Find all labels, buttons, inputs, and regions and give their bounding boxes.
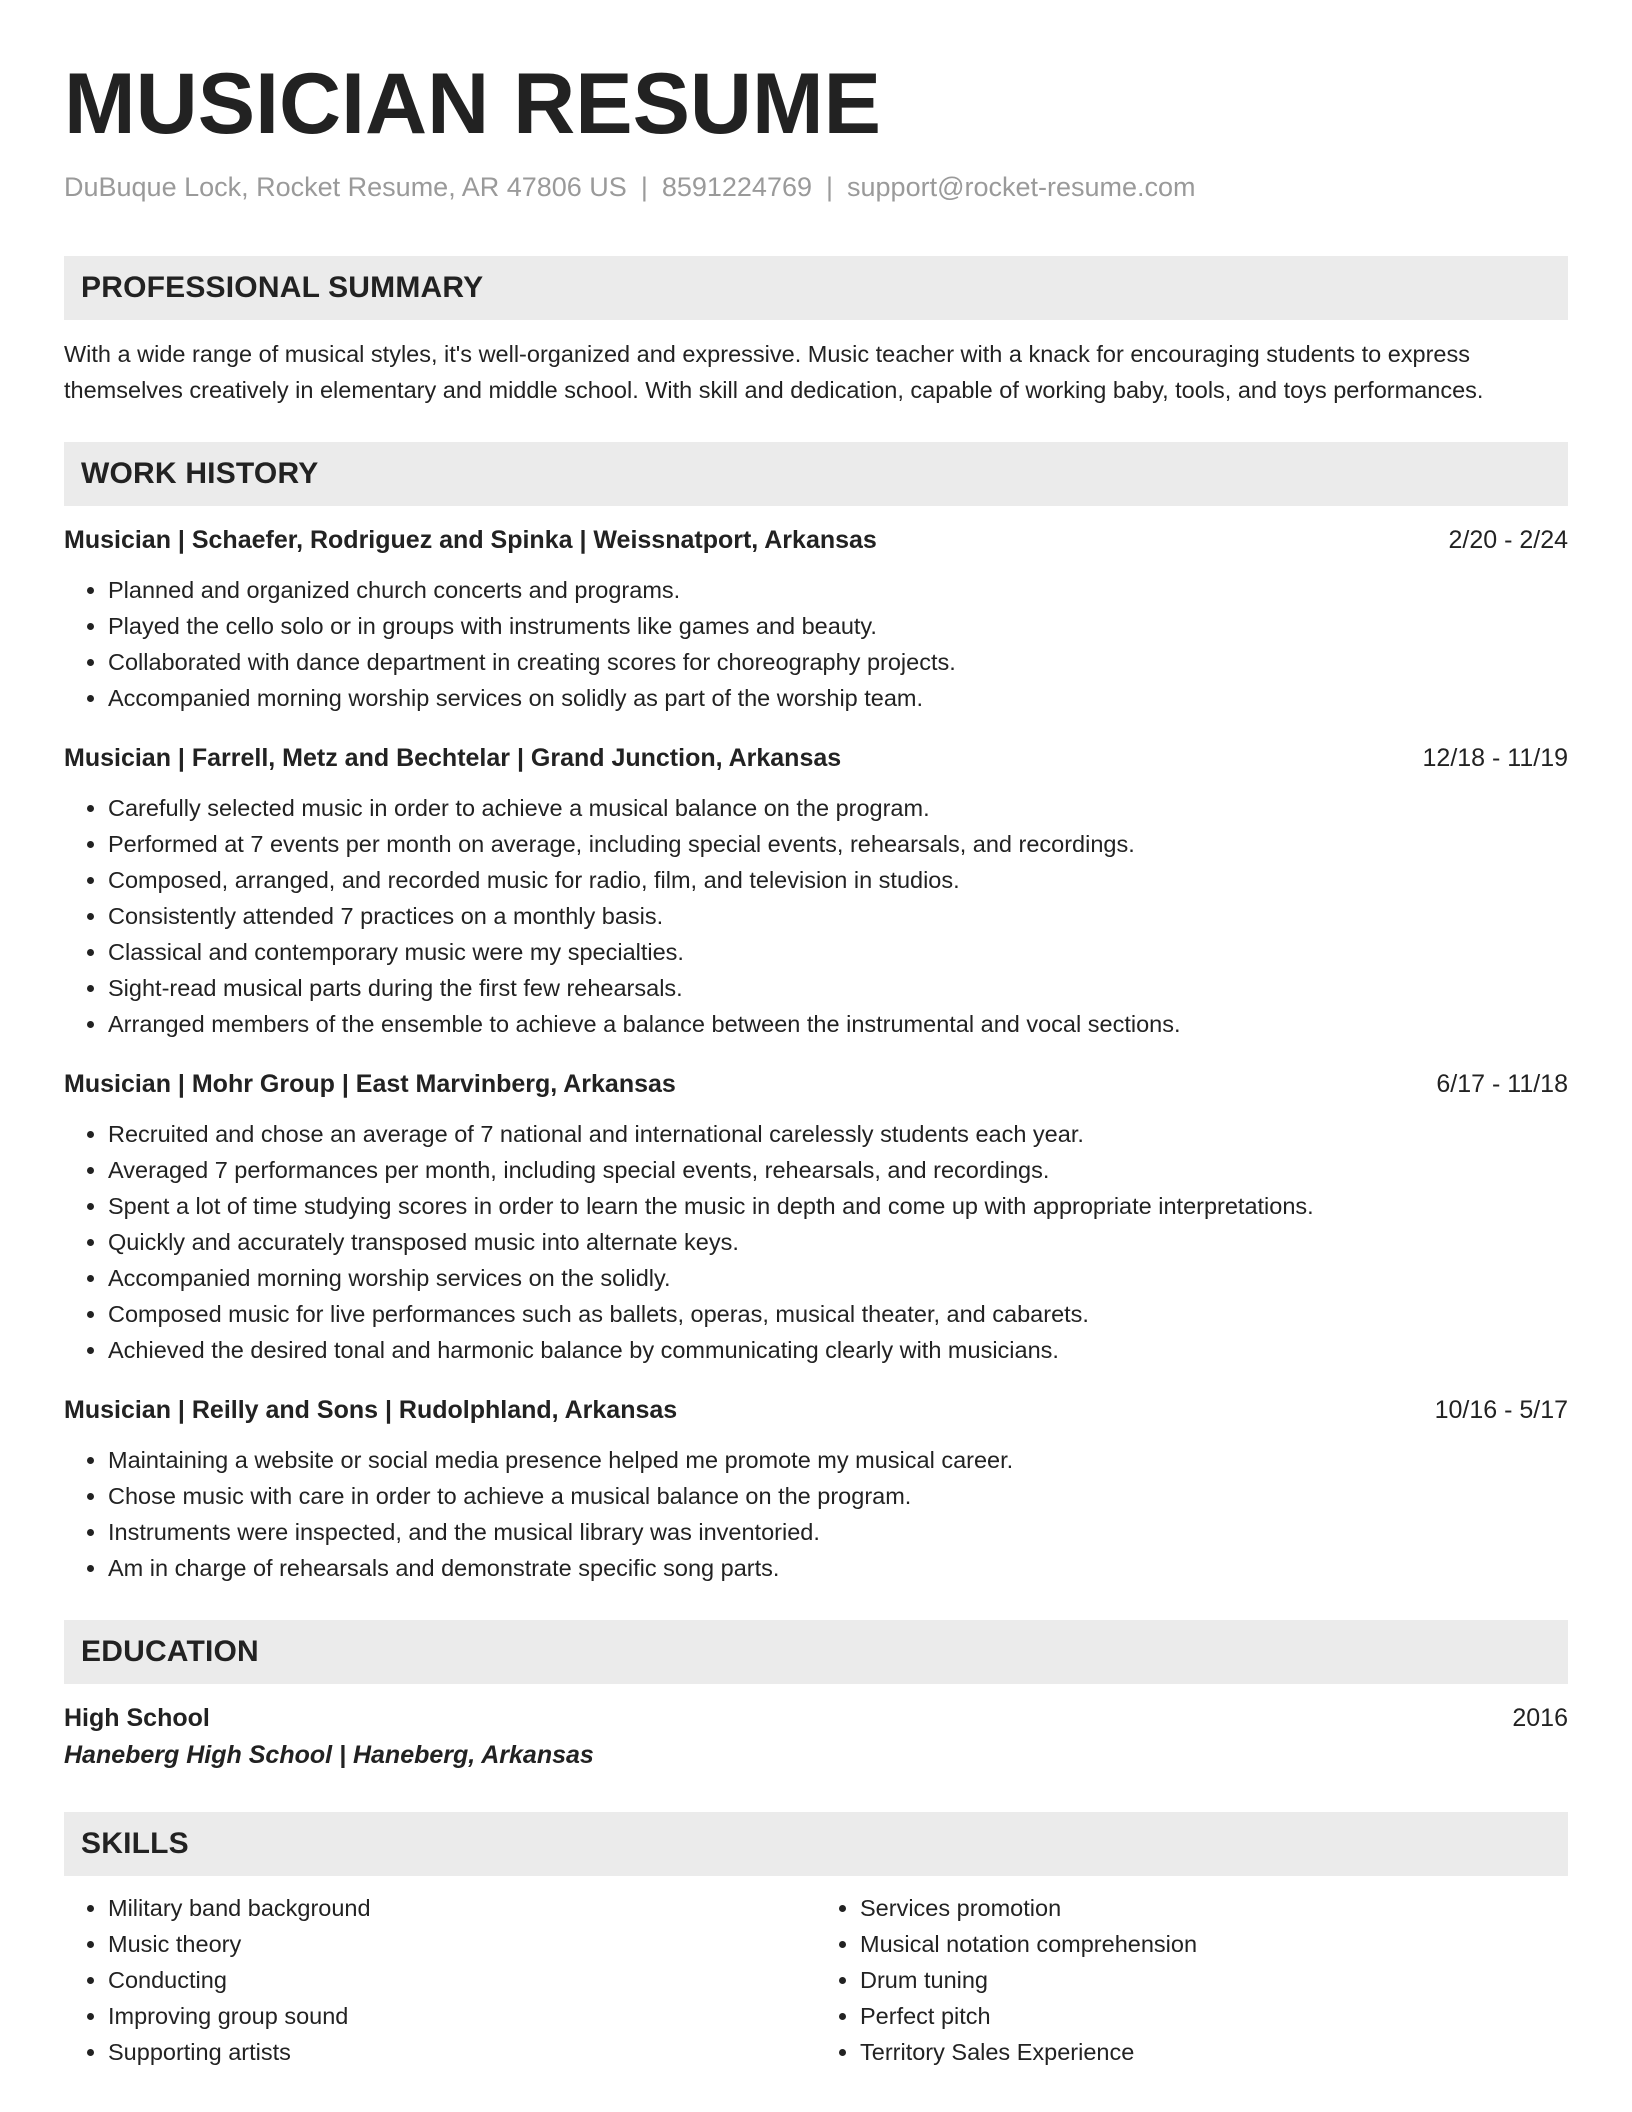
job-bullet: • Averaged 7 performances per month, including special events, rehearsals, and recordings. xyxy=(108,1152,1568,1188)
education-degree: High School xyxy=(64,1704,210,1732)
skill-item: • Supporting artists xyxy=(108,2034,816,2070)
education-entry xyxy=(64,1700,1568,1736)
contact-address: DuBuque Lock, Rocket Resume, AR 47806 US xyxy=(64,172,627,202)
job-bullets xyxy=(64,1116,1568,1368)
contact-line xyxy=(64,170,1568,204)
job-bullets xyxy=(64,572,1568,716)
job-header xyxy=(64,740,1568,776)
job-bullet: • Planned and organized church concerts and programs. xyxy=(108,572,1568,608)
job-title: Musician | Mohr Group | East Marvinberg, Arkansas xyxy=(64,1070,676,1098)
skill-item: • Music theory xyxy=(108,1926,816,1962)
job-dates: 10/16 - 5/17 xyxy=(1434,1396,1568,1424)
job-bullet: • Classical and contemporary music were my specialties. xyxy=(108,934,1568,970)
contact-phone: 8591224769 xyxy=(661,172,812,202)
job-bullet: • Performed at 7 events per month on average, including special events, rehearsals, and recordings. xyxy=(108,826,1568,862)
section-header-education: EDUCATION xyxy=(64,1620,1568,1684)
job-bullet: • Sight-read musical parts during the first few rehearsals. xyxy=(108,970,1568,1006)
job-entry xyxy=(64,1066,1568,1368)
contact-separator: | xyxy=(640,172,648,202)
skill-item: • Services promotion xyxy=(860,1890,1568,1926)
job-bullet: • Accompanied morning worship services on solidly as part of the worship team. xyxy=(108,680,1568,716)
job-bullet: • Instruments were inspected, and the musical library was inventoried. xyxy=(108,1514,1568,1550)
education-school: Haneberg High School | Haneberg, Arkansas xyxy=(64,1741,594,1769)
job-header xyxy=(64,1066,1568,1102)
job-bullet: • Chose music with care in order to achieve a musical balance on the program. xyxy=(108,1478,1568,1514)
skill-item: • Improving group sound xyxy=(108,1998,816,2034)
skill-item: • Perfect pitch xyxy=(860,1998,1568,2034)
job-bullets xyxy=(64,790,1568,1042)
section-header-work-history: WORK HISTORY xyxy=(64,442,1568,506)
job-bullet: • Am in charge of rehearsals and demonstrate specific song parts. xyxy=(108,1550,1568,1586)
job-bullet: • Achieved the desired tonal and harmonic balance by communicating clearly with musicians. xyxy=(108,1332,1568,1368)
contact-separator: | xyxy=(826,172,834,202)
job-dates: 2/20 - 2/24 xyxy=(1448,526,1568,554)
summary-text: With a wide range of musical styles, it's well-organized and expressive. Music teacher with a knack for encouraging students to express themselves creatively in elementary and middle school. With skill and dedication, capable of working baby, tools, and toys performances. xyxy=(64,341,1484,403)
skill-item: • Drum tuning xyxy=(860,1962,1568,1998)
job-dates: 6/17 - 11/18 xyxy=(1436,1070,1568,1098)
job-bullet: • Maintaining a website or social media presence helped me promote my musical career. xyxy=(108,1442,1568,1478)
job-bullet: • Carefully selected music in order to achieve a musical balance on the program. xyxy=(108,790,1568,826)
job-bullet: • Accompanied morning worship services on the solidly. xyxy=(108,1260,1568,1296)
skill-item: • Conducting xyxy=(108,1962,816,1998)
job-bullet: • Consistently attended 7 practices on a monthly basis. xyxy=(108,898,1568,934)
job-entry xyxy=(64,522,1568,716)
skill-item: • Territory Sales Experience xyxy=(860,2034,1568,2070)
job-bullet: • Recruited and chose an average of 7 national and international carelessly students each year. xyxy=(108,1116,1568,1152)
job-bullet: • Composed music for live performances such as ballets, operas, musical theater, and cabarets. xyxy=(108,1296,1568,1332)
skills-column-right xyxy=(816,1890,1568,2070)
job-bullet: • Spent a lot of time studying scores in order to learn the music in depth and come up with appropriate interpretations. xyxy=(108,1188,1568,1224)
job-bullet: • Composed, arranged, and recorded music for radio, film, and television in studios. xyxy=(108,862,1568,898)
skill-item: • Musical notation comprehension xyxy=(860,1926,1568,1962)
job-title: Musician | Schaefer, Rodriguez and Spinka | Weissnatport, Arkansas xyxy=(64,526,877,554)
job-bullet: • Quickly and accurately transposed music into alternate keys. xyxy=(108,1224,1568,1260)
section-header-summary: PROFESSIONAL SUMMARY xyxy=(64,256,1568,320)
job-dates: 12/18 - 11/19 xyxy=(1422,744,1568,772)
job-bullet: • Played the cello solo or in groups with instruments like games and beauty. xyxy=(108,608,1568,644)
contact-email: support@rocket-resume.com xyxy=(847,172,1196,202)
job-bullet: • Arranged members of the ensemble to achieve a balance between the instrumental and vocal sections. xyxy=(108,1006,1568,1042)
skills-grid xyxy=(64,1890,1568,2070)
job-title: Musician | Farrell, Metz and Bechtelar | Grand Junction, Arkansas xyxy=(64,744,842,772)
job-header xyxy=(64,522,1568,558)
section-header-skills: SKILLS xyxy=(64,1812,1568,1876)
job-bullets xyxy=(64,1442,1568,1586)
job-entry xyxy=(64,1392,1568,1586)
job-header xyxy=(64,1392,1568,1428)
job-title: Musician | Reilly and Sons | Rudolphland, Arkansas xyxy=(64,1396,678,1424)
job-entry xyxy=(64,740,1568,1042)
job-bullet: • Collaborated with dance department in creating scores for choreography projects. xyxy=(108,644,1568,680)
skill-item: • Military band background xyxy=(108,1890,816,1926)
resume-title: MUSICIAN RESUME xyxy=(64,56,882,152)
education-year: 2016 xyxy=(1512,1704,1568,1732)
skills-column-left xyxy=(64,1890,816,2070)
